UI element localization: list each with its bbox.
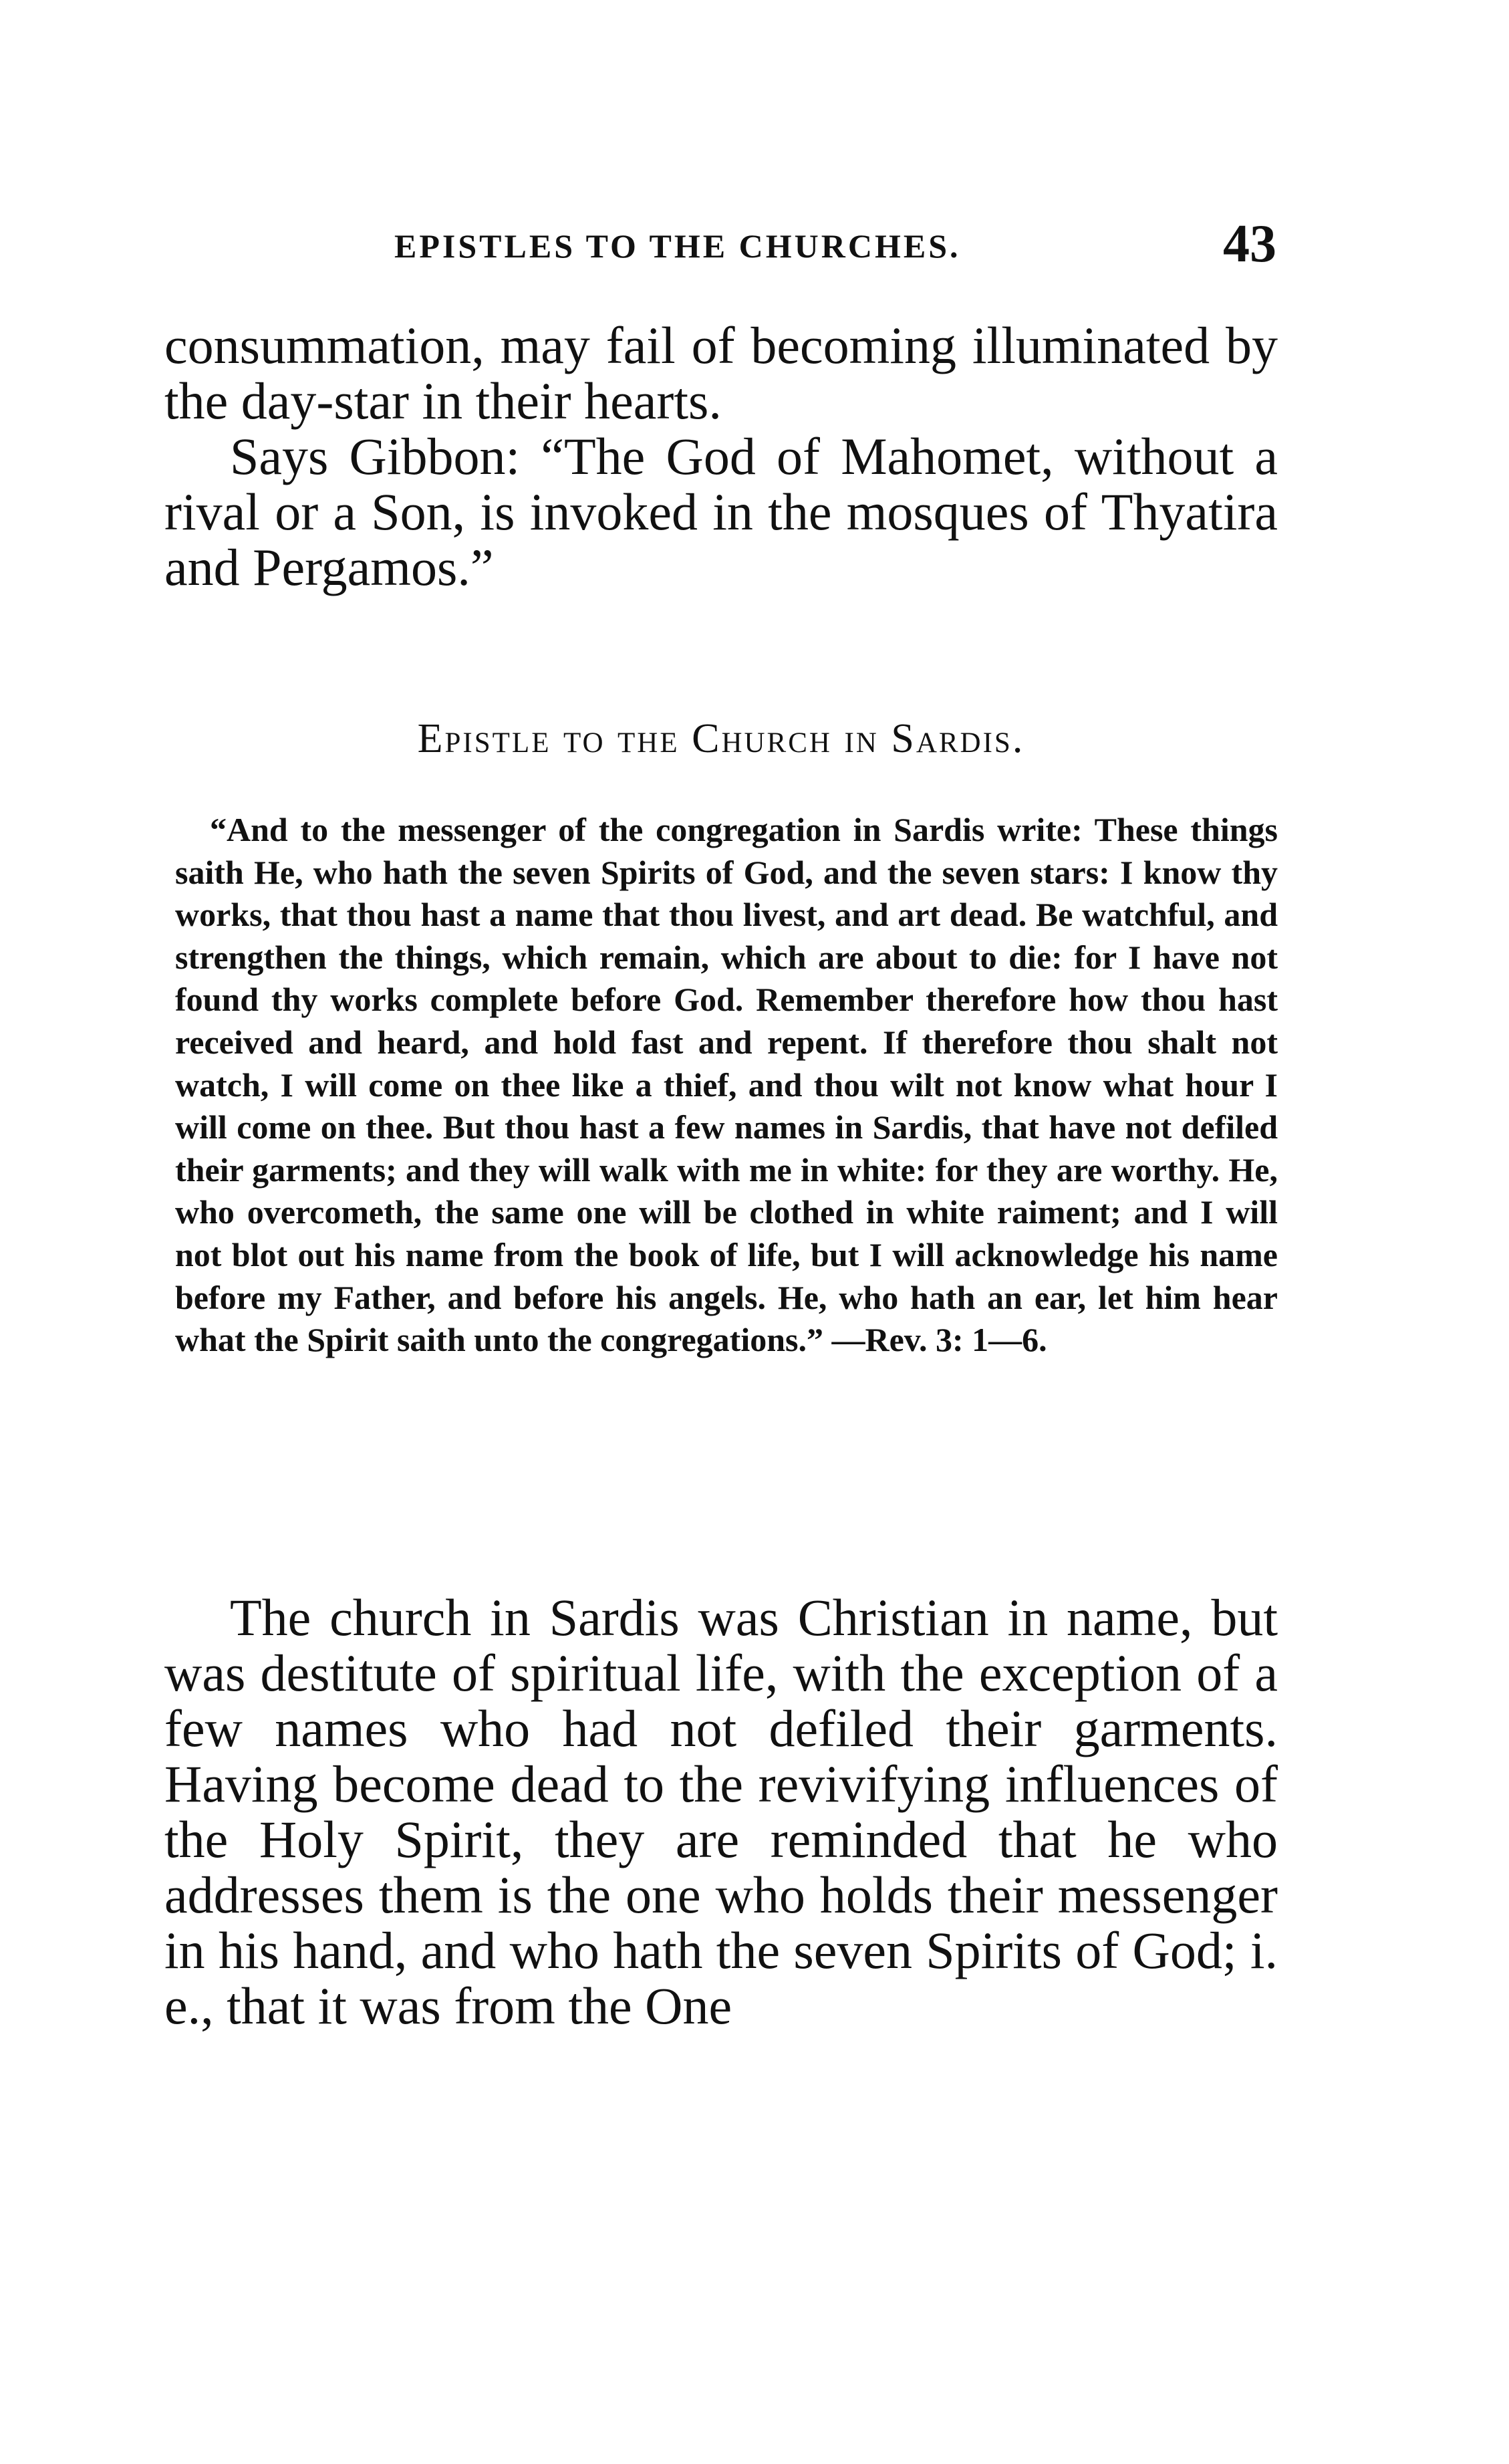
running-header-title: EPISTLES TO THE CHURCHES. bbox=[394, 227, 961, 265]
intro-paragraph-continued: consummation, may fail of becoming illuminated by the day-star in their hearts. bbox=[164, 316, 1278, 430]
section-heading: Epistle to the Church in Sardis. bbox=[417, 716, 1025, 761]
intro-text bbox=[164, 318, 1278, 595]
scripture-quotation bbox=[175, 809, 1278, 1362]
running-header bbox=[167, 214, 1276, 281]
scripture-quotation-text: “And to the messenger of the congregation in Sardis write: These things saith He, who hath the seven Spirits of God, and the seven stars: I know thy works, that thou hast a name that thou livest, and art dead. Be watchful, and strengthen the things, which remain, which are about to die: for I have not found thy works complete before God. Remember therefore how thou hast received and heard, and hold fast and repent. If therefore thou shalt not watch, I will come on thee like a thief, and thou wilt not know what hour I will come on thee. But thou hast a few names in Sardis, that have not defiled their garments; and they will walk with me in white: for they are worthy. He, who overcometh, the same one will be clothed in white raiment; and I will not blot out his name from the book of life, but I will acknowledge his name before my Father, and before his angels. He, who hath an ear, let him hear what the Spirit saith unto the congregations.” —Rev. 3: 1—6. bbox=[175, 811, 1278, 1359]
commentary-paragraph: The church in Sardis was Christian in name, but was destitute of spiritual life, with the exception of a few names who had not defiled their garments. Having become dead to the revivifying influences of the Holy Spirit, they are reminded that he who addresses them is the one who holds their messenger in his hand, and who hath the seven Spirits of God; i. e., that it was from the One bbox=[164, 1588, 1278, 2035]
commentary-text bbox=[164, 1590, 1278, 2034]
page-number: 43 bbox=[1223, 215, 1276, 273]
gibbon-quote-paragraph: Says Gibbon: “The God of Mahomet, without a rival or a Son, is invoked in the mosques of Thyatira and Pergamos.” bbox=[164, 427, 1278, 596]
